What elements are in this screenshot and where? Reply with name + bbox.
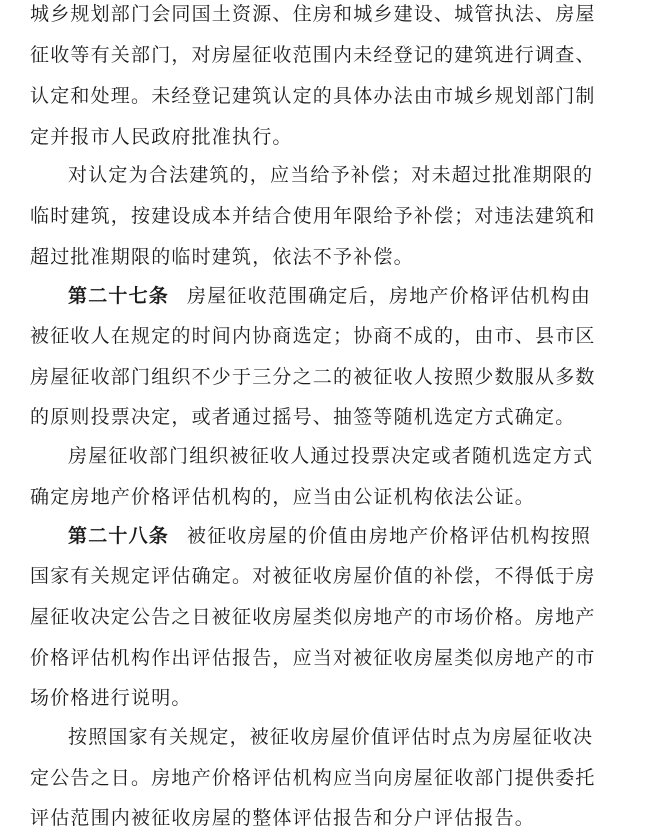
paragraph-6-line-2: 定公告之日。房地产价格评估机构应当向房屋征收部门提供委托 [30, 767, 596, 789]
paragraph-2-line-1: 对认定为合法建筑的，应当给予补偿；对未超过批准期限的 [68, 164, 594, 186]
paragraph-4-line-1: 房屋征收部门组织被征收人通过投票决定或者随机选定方式 [68, 445, 594, 467]
article-27-line-2: 被征收人在规定的时间内协商选定；协商不成的，由市、县市区 [30, 325, 596, 347]
article-27-line-4: 的原则投票决定，或者通过摇号、抽签等随机选定方式确定。 [30, 406, 576, 428]
article-28-line-3: 屋征收决定公告之日被征收房屋类似房地产的市场价格。房地产 [30, 606, 596, 628]
article-27-line-1 [68, 284, 591, 308]
paragraph-2-line-2: 临时建筑，按建设成本并结合使用年限给予补偿；对违法建筑和 [30, 205, 596, 227]
paragraph-1-line-4: 定并报市人民政府批准执行。 [30, 126, 293, 148]
article-28-line-1-text: 被征收房屋的价值由房地产价格评估机构按照 [187, 525, 592, 547]
paragraph-1-line-2: 征收等有关部门，对房屋征收范围内未经登记的建筑进行调查、 [30, 44, 596, 66]
article-28-line-5: 场价格进行说明。 [30, 687, 192, 709]
paragraph-1-line-3: 认定和处理。未经登记建筑认定的具体办法由市城乡规划部门制 [30, 85, 596, 107]
article-27-heading: 第二十七条 [68, 285, 170, 307]
paragraph-4-line-2: 确定房地产价格评估机构的，应当由公证机构依法公证。 [30, 486, 536, 508]
article-27-line-1-text: 房屋征收范围确定后，房地产价格评估机构由 [187, 285, 592, 307]
paragraph-6-line-3: 评估范围内被征收房屋的整体评估报告和分户评估报告。 [30, 807, 536, 829]
article-28-line-2: 国家有关规定评估确定。对被征收房屋价值的补偿，不得低于房 [30, 565, 596, 587]
paragraph-2-line-3: 超过批准期限的临时建筑，依法不予补偿。 [30, 246, 414, 268]
article-28-line-1 [68, 524, 591, 548]
paragraph-1-line-1: 城乡规划部门会同国土资源、住房和城乡建设、城管执法、房屋 [30, 3, 596, 25]
article-28-heading: 第二十八条 [68, 525, 170, 547]
article-28-line-4: 价格评估机构作出评估报告，应当对被征收房屋类似房地产的市 [30, 647, 596, 669]
paragraph-6-line-1: 按照国家有关规定，被征收房屋价值评估时点为房屋征收决 [68, 726, 594, 748]
article-27-line-3: 房屋征收部门组织不少于三分之二的被征收人按照少数服从多数 [30, 366, 596, 388]
